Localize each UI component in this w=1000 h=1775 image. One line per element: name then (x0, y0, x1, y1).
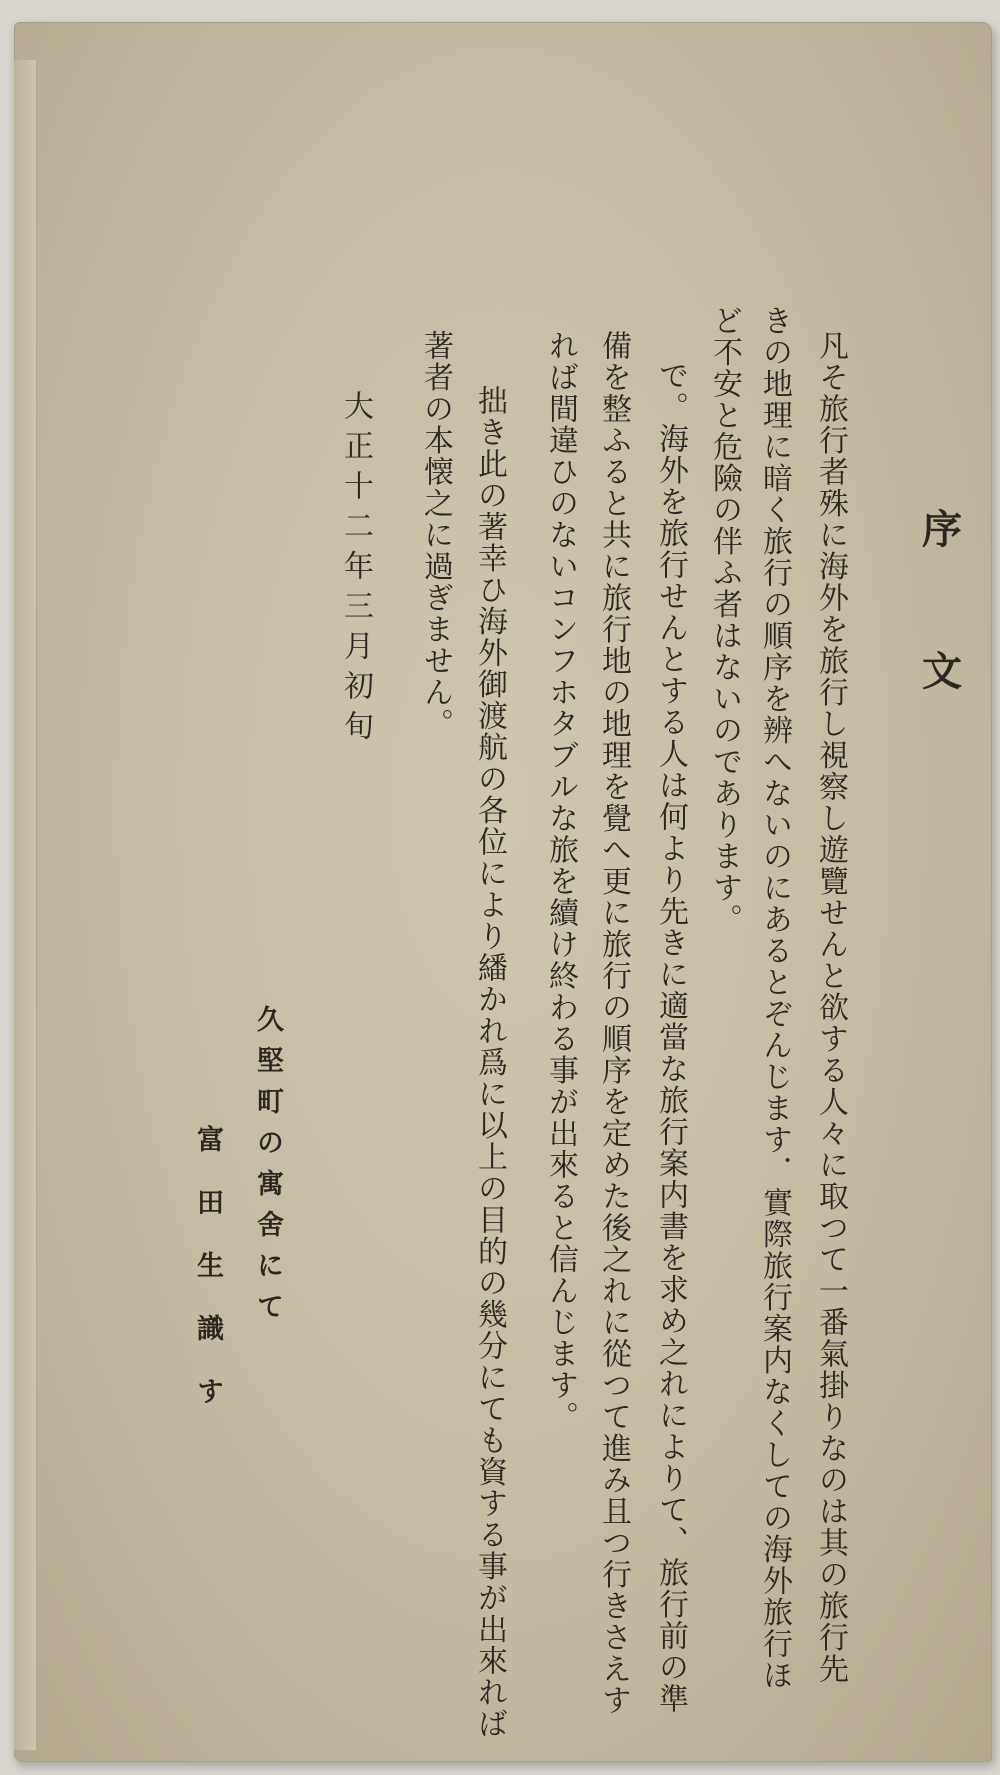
title-char-1: 序 (922, 506, 962, 553)
body-column-6: れば間違ひのないコンフホタブルな旅を續け終わる事が出來ると信んじます。 (543, 330, 578, 1433)
date-line: 大正十二年三月初旬 (338, 390, 373, 750)
body-column-3: ど不安と危險の伴ふ者はないのであります。 (707, 305, 742, 935)
body-column-4: で。海外を旅行せんとする人は何より先きに適當な旅行案内書を求め之れによりて、旅行前の準 (653, 360, 688, 1715)
body-column-1: 凡そ旅行者殊に海外を旅行し視察し遊覽せんと欲する人々に取つて一番氣掛りなのは其の旅行先 (813, 330, 848, 1685)
body-column-2: きの地理に暗く旅行の順序を辨へないのにあるとぞんじます．實際旅行案内なくしての海外旅行ほ (757, 305, 792, 1691)
body-column-8: 著者の本懐之に過ぎません。 (418, 330, 453, 740)
body-column-5: 備を整ふると共に旅行地の地理を覺へ更に旅行の順序を定めた後之れに從つて進み且つ行きさえす (596, 330, 631, 1716)
page-binding-edge (14, 60, 37, 1750)
title-char-2: 文 (922, 648, 962, 695)
signature-author: 富田生識す (192, 1125, 223, 1440)
body-column-7: 拙き此の著幸ひ海外御渡航の各位により繙かれ爲に以上の目的の幾分にても資する事が出來れば (472, 385, 507, 1740)
signature-place: 久堅町の寓舍にて (252, 1005, 283, 1333)
